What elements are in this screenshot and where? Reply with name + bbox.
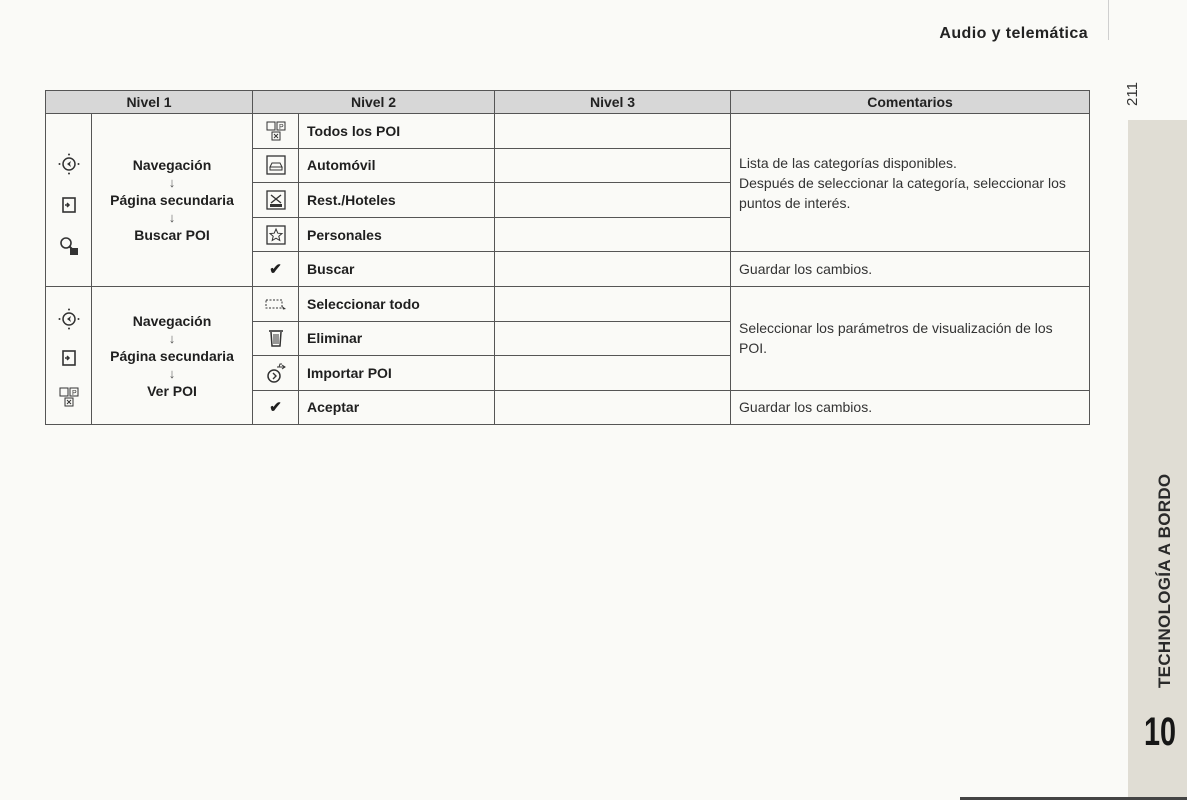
level2-icon-cell — [253, 217, 299, 252]
header-divider — [1108, 0, 1109, 40]
level2-icon-cell — [253, 148, 299, 183]
level2-label: Aceptar — [299, 390, 495, 425]
down-arrow-icon: ↓ — [168, 365, 176, 381]
chain-step-ver-poi: Ver POI — [147, 382, 197, 399]
search-poi-icon — [58, 235, 80, 257]
chapter-sidebar — [1128, 120, 1187, 800]
restaurant-hotel-icon — [265, 189, 287, 211]
chain-step-buscar-poi: Buscar POI — [134, 227, 210, 243]
level1-icon-column — [46, 287, 92, 425]
level2-label: Buscar — [299, 252, 495, 287]
down-arrow-icon: ↓ — [168, 210, 176, 225]
level1-icon-column — [46, 114, 92, 287]
level2-label: Automóvil — [299, 148, 495, 183]
column-header-comentarios: Comentarios — [731, 91, 1090, 114]
level3-cell — [495, 217, 731, 252]
secondary-page-icon — [58, 347, 80, 369]
personal-star-icon — [265, 224, 287, 246]
chain-step-pagina-secundaria: Página secundaria — [110, 192, 234, 208]
comment-save: Guardar los cambios. — [731, 390, 1090, 425]
poi-icon — [265, 120, 287, 142]
level2-icon-cell — [253, 183, 299, 218]
level2-label: Todos los POI — [299, 114, 495, 149]
level1-chain-cell — [92, 114, 253, 287]
chapter-number: 10 — [1143, 710, 1177, 754]
level2-icon-cell — [253, 390, 299, 425]
poi-icon — [58, 386, 80, 408]
down-arrow-icon: ↓ — [168, 330, 176, 346]
column-header-nivel3: Nivel 3 — [495, 91, 731, 114]
level3-cell — [495, 321, 731, 356]
secondary-page-icon — [58, 194, 80, 216]
column-header-nivel1: Nivel 1 — [46, 91, 253, 114]
level2-label: Rest./Hoteles — [299, 183, 495, 218]
table-row — [46, 114, 1090, 149]
level3-cell — [495, 183, 731, 218]
level2-label: Personales — [299, 217, 495, 252]
table-header-row — [46, 91, 1090, 114]
chain-step-navegacion: Navegación — [132, 157, 212, 173]
comment-display-params: Seleccionar los parámetros de visualización de los POI. — [731, 287, 1090, 391]
comment-save: Guardar los cambios. — [731, 252, 1090, 287]
page-number: 211 — [1124, 82, 1141, 106]
down-arrow-icon: ↓ — [168, 175, 176, 190]
column-header-nivel2: Nivel 2 — [253, 91, 495, 114]
level3-cell — [495, 252, 731, 287]
chapter-label: TECHNOLOGÍA A BORDO — [1155, 473, 1174, 688]
level3-cell — [495, 114, 731, 149]
checkmark-icon: ✔ — [269, 399, 282, 417]
level2-label: Eliminar — [299, 321, 495, 356]
comment-categories: Lista de las categorías disponibles. Después de seleccionar la categoría, seleccionar los puntos de interés. — [731, 114, 1090, 252]
page-header-title: Audio y telemática — [939, 25, 1088, 42]
usb-import-icon — [265, 362, 287, 384]
level2-icon-cell — [253, 321, 299, 356]
level2-icon-cell — [253, 287, 299, 322]
select-all-icon — [265, 293, 287, 315]
level3-cell — [495, 148, 731, 183]
poi-menu-table — [45, 90, 1090, 425]
level2-icon-cell — [253, 356, 299, 391]
level1-chain-cell — [92, 287, 253, 425]
level2-icon-cell — [253, 252, 299, 287]
table-row — [46, 287, 1090, 322]
chain-step-pagina-secundaria: Página secundaria — [110, 347, 234, 364]
level3-cell — [495, 356, 731, 391]
svg-text:P: P — [278, 123, 284, 131]
checkmark-icon: ✔ — [269, 261, 282, 279]
level3-cell — [495, 287, 731, 322]
navigation-compass-icon — [58, 153, 80, 175]
chain-step-navegacion: Navegación — [132, 312, 212, 329]
navigation-compass-icon — [58, 308, 80, 330]
level2-icon-cell — [253, 114, 299, 149]
trash-icon — [265, 327, 287, 349]
car-icon — [265, 154, 287, 176]
level2-label: Seleccionar todo — [299, 287, 495, 322]
svg-text:P: P — [71, 389, 77, 397]
level3-cell — [495, 390, 731, 425]
level2-label: Importar POI — [299, 356, 495, 391]
